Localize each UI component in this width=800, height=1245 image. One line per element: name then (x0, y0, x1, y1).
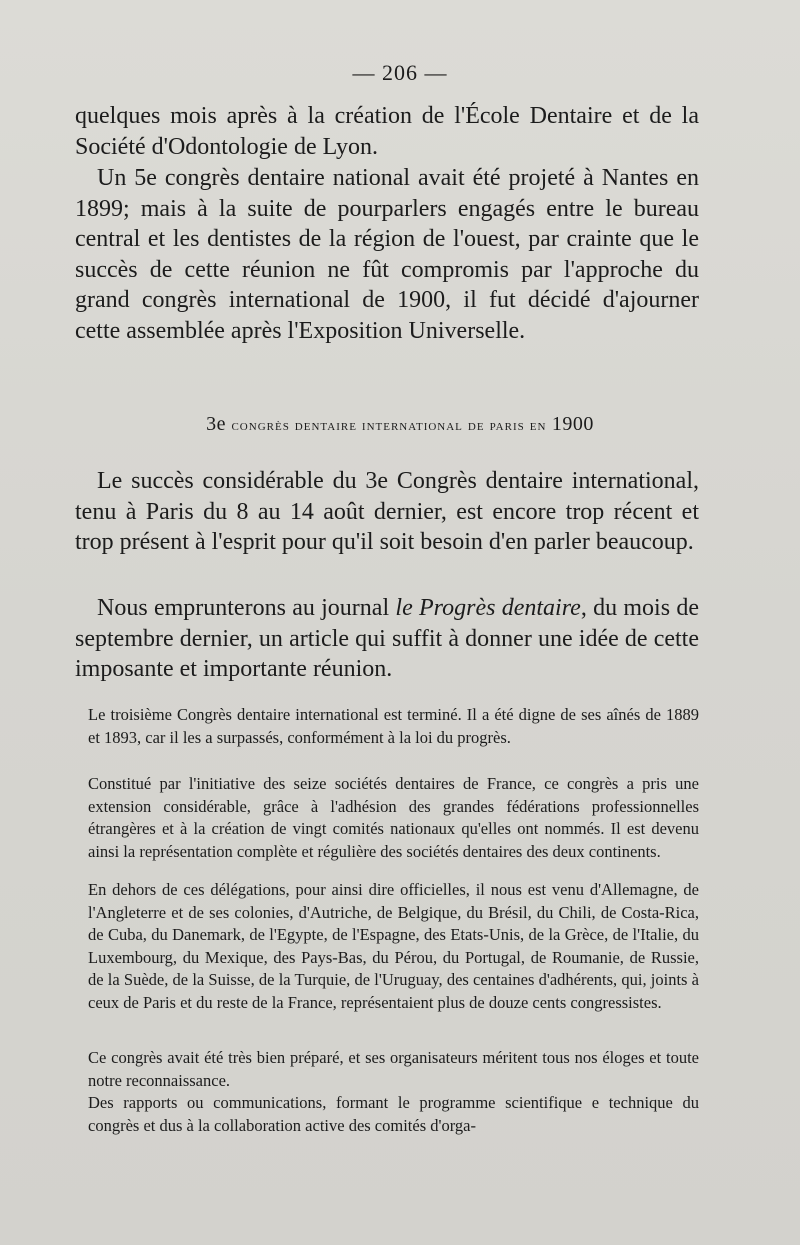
quoted-paragraph-2 (88, 773, 699, 863)
quote-text: Le troisième Congrès dentaire international est terminé. Il a été digne de ses aînés de 1889 et 1893, car il les a surpassés, conformément à la loi du progrès. (88, 705, 699, 747)
paragraph-text (75, 593, 699, 685)
heading-number: 3e (206, 413, 226, 435)
paragraph-text: Le succès considérable du 3e Congrès dentaire international, tenu à Paris du 8 au 14 août dernier, est encore trop récent et trop présent à l'esprit pour qu'il soit besoin d'en parler beaucoup. (75, 468, 699, 555)
page-number: — 206 — (352, 60, 448, 85)
quote-text: Ce congrès avait été très bien préparé, et ses organisateurs méritent tous nos éloges et toute notre reconnaissance. (88, 1048, 699, 1090)
journal-title: le Progrès dentaire (395, 595, 581, 621)
paragraph-text: Un 5e congrès dentaire national avait été projeté à Nantes en 1899; mais à la suite de pourparlers engagés entre le bureau central et les dentistes de la région de l'ouest, par crainte que le succès de cette réunion ne fût compromis par l'approche du grand congrès international de 1900, il fut décidé d'ajourner cette assemblée après l'Exposition Universelle. (75, 165, 699, 344)
section-heading (0, 413, 800, 436)
heading-title: congrès dentaire international de paris en (231, 417, 547, 434)
heading-year: 1900 (551, 413, 594, 435)
quote-text: En dehors de ces délégations, pour ainsi dire officielles, il nous est venu d'Allemagne, de l'Angleterre et de ses colonies, d'Autriche, de Belgique, du Brésil, du Chili, de Costa-Rica, de Cuba, du Danemark, de l'Egypte, de l'Espagne, des Etats-Unis, de la Grèce, de l'Italie, du Luxembourg, du Mexique, des Pays-Bas, du Pérou, du Portugal, de Roumanie, de Russie, de la Suède, de la Suisse, de la Turquie, de l'Uruguay, des centaines d'adhérents, qui, joints à ceux de Paris et du reste de la France, représentaient plus de douze cents congressistes. (88, 880, 699, 1012)
quote-text: Des rapports ou communications, formant le programme scientifique e technique du congrès et dus à la collaboration active des comités d'orga- (88, 1093, 699, 1135)
citation-lead: Nous emprunterons au journal (97, 595, 396, 621)
paragraph-journal-citation (75, 593, 699, 685)
quote-text: Constitué par l'initiative des seize sociétés dentaires de France, ce congrès a pris une extension considérable, grâce à l'adhésion des grandes fédérations professionnelles étrangères et à la création de vingt comités nationaux qu'elles ont nommés. Il est devenu ainsi la représentation complète et régulière des sociétés dentaires des deux continents. (88, 774, 699, 861)
paragraph-continuation (75, 101, 699, 162)
quoted-paragraph-1 (88, 704, 699, 749)
quoted-paragraph-3 (88, 879, 699, 1015)
paragraph-nantes-congress (75, 163, 699, 346)
paragraph-paris-congress (75, 466, 699, 558)
citation-tail: , du mois de septembre dernier, un article qui suffit à donner une idée de cette imposante et importante réunion. (75, 595, 699, 682)
quoted-paragraph-5 (88, 1092, 699, 1137)
paragraph-text: quelques mois après à la création de l'École Dentaire et de la Société d'Odontologie de Lyon. (75, 103, 699, 160)
quoted-paragraph-4 (88, 1047, 699, 1092)
